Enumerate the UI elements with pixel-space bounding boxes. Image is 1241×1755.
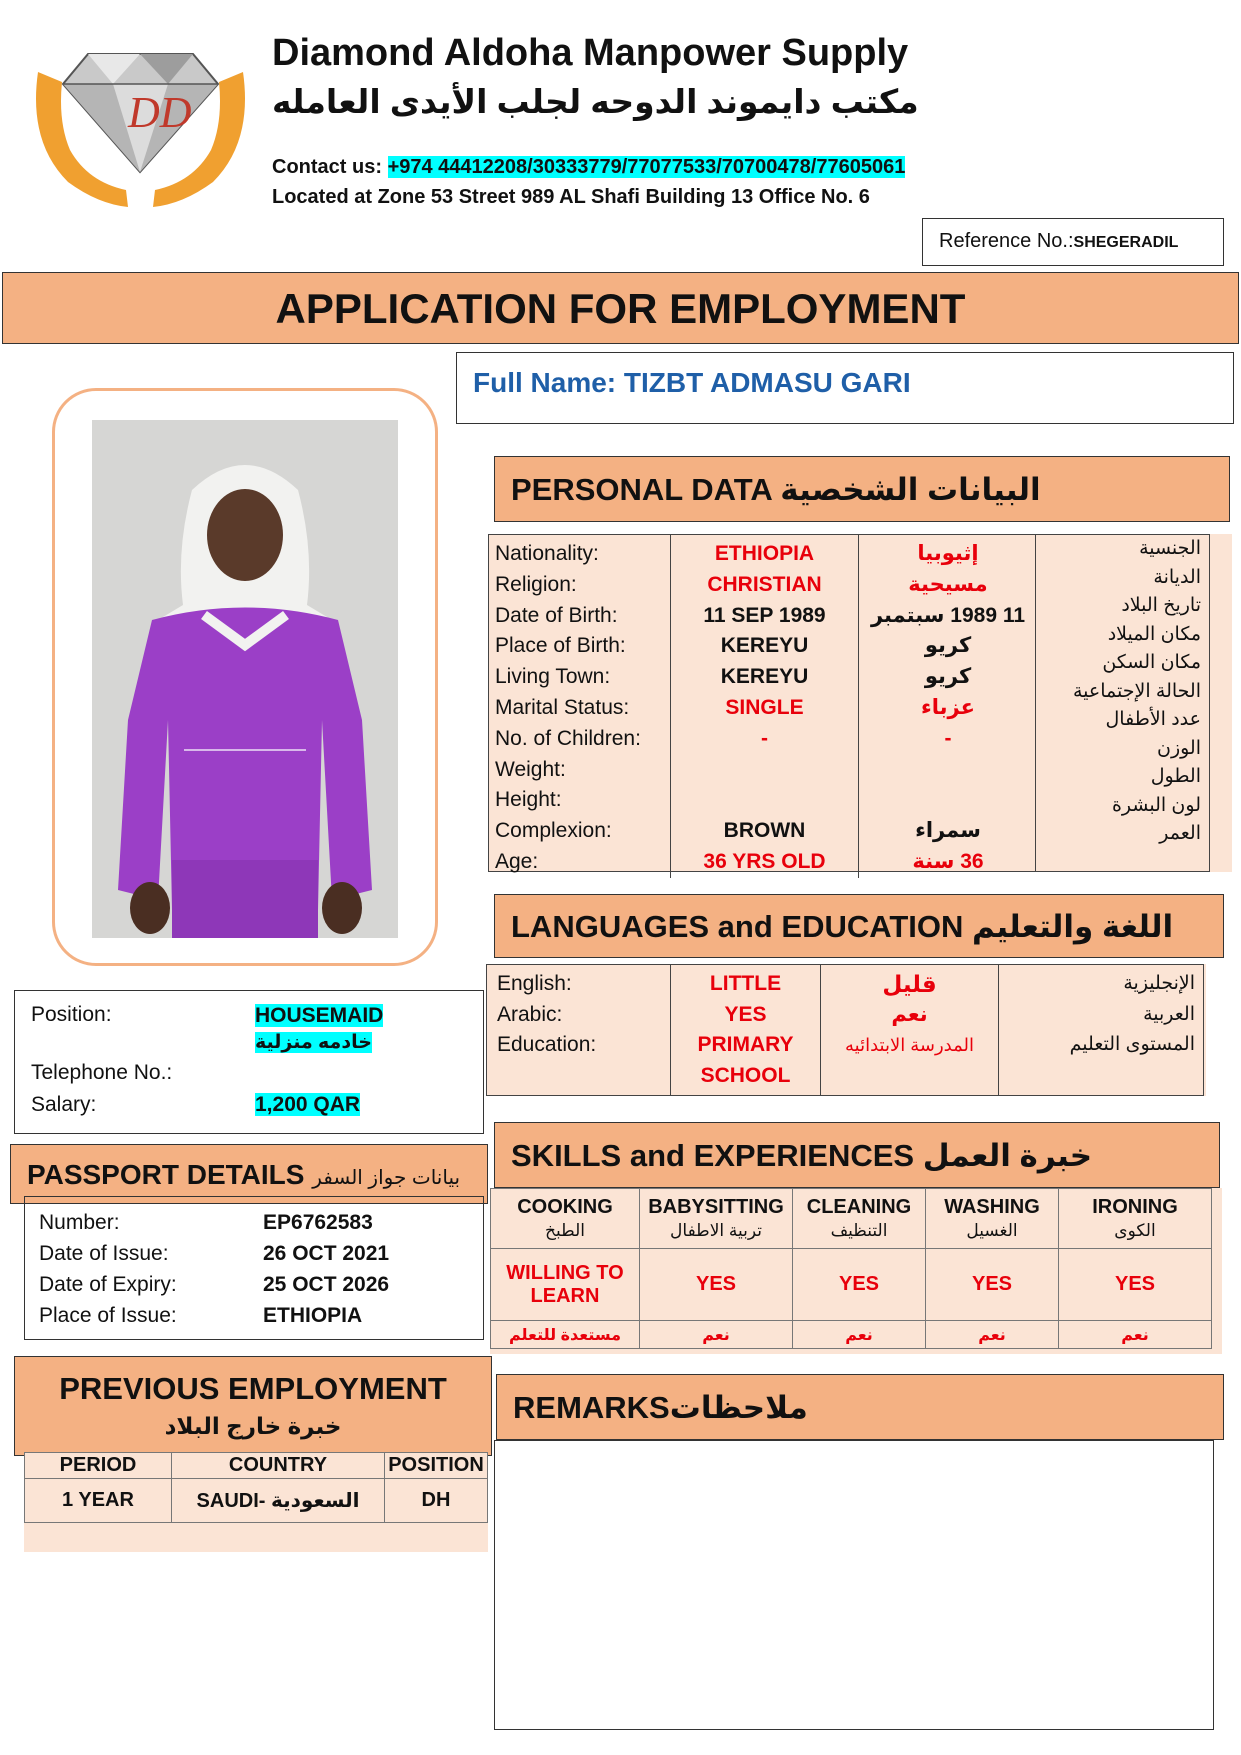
value-living-town: KEREYU: [720, 665, 809, 689]
value-height: [671, 785, 858, 816]
logo-letters: DD: [128, 88, 192, 137]
remarks-header-en: REMARKS: [513, 1390, 670, 1425]
position-value: HOUSEMAID: [255, 1004, 384, 1027]
previous-row: [25, 1479, 488, 1523]
value-ar-children: -: [944, 726, 952, 750]
skill-cleaning: [793, 1189, 926, 1249]
value-arabic: YES: [724, 1002, 767, 1026]
label-ar-marital: الحالة الإجتماعية: [1073, 680, 1201, 702]
skill-babysitting-ar: تربية الاطفال: [670, 1220, 762, 1240]
contact-phones: +974 44412208/30333779/77077533/70700478/77605061: [387, 156, 906, 178]
telephone-label: Telephone No.:: [31, 1061, 173, 1084]
company-location: Located at Zone 53 Street 989 AL Shafi Building 13 Office No. 6: [272, 186, 870, 208]
personal-data-table: [488, 534, 1036, 872]
contact-line: [272, 156, 905, 179]
value-pob: KEREYU: [720, 634, 809, 658]
skill-cooking: [491, 1189, 640, 1249]
label-ar-pob: مكان الميلاد: [1107, 623, 1201, 645]
passport-issue-value: 26 OCT 2021: [263, 1242, 390, 1265]
application-title: APPLICATION FOR EMPLOYMENT: [2, 272, 1239, 344]
skill-cleaning-value-ar: نعم: [793, 1321, 926, 1349]
label-ar-complexion: لون البشرة: [1111, 794, 1201, 816]
prev-period: 1 YEAR: [25, 1479, 172, 1523]
position-value-ar: خادمه منزلية: [255, 1032, 372, 1053]
personal-data-header: [494, 456, 1230, 522]
value-ar-marital: عزباء: [921, 695, 975, 719]
skill-ironing: [1059, 1189, 1212, 1249]
value-ar-weight: [859, 755, 1037, 786]
label-ar-children: عدد الأطفال: [1105, 709, 1201, 730]
salary-value: 1,200 QAR: [255, 1093, 361, 1116]
label-religion: Religion:: [495, 572, 577, 596]
position-label: Position:: [31, 1003, 112, 1026]
col-country: COUNTRY: [172, 1453, 385, 1479]
passport-header-ar: بيانات جواز السفر: [312, 1167, 461, 1189]
skill-washing-en: WASHING: [944, 1195, 1040, 1218]
reference-label: Reference No.:: [939, 230, 1074, 252]
passport-number-label: Number:: [39, 1211, 120, 1234]
skill-ironing-value: YES: [1059, 1249, 1212, 1321]
passport-header-en: PASSPORT DETAILS: [27, 1159, 305, 1190]
skill-cleaning-en: CLEANING: [806, 1195, 912, 1218]
value-ar-arabic: نعم: [891, 1002, 928, 1026]
previous-employment-table-wrap: [24, 1452, 488, 1552]
label-living-town: Living Town:: [495, 665, 611, 689]
skill-ironing-value-ar: نعم: [1059, 1321, 1212, 1349]
remarks-header: [496, 1374, 1224, 1440]
company-name-en: Diamond Aldoha Manpower Supply: [272, 32, 909, 74]
skill-cleaning-ar: التنظيف: [830, 1220, 888, 1240]
label-nationality: Nationality:: [495, 542, 599, 565]
label-weight: Weight:: [495, 757, 566, 781]
skills-table: [490, 1188, 1212, 1349]
applicant-photo: [92, 420, 398, 938]
passport-issue-label: Date of Issue:: [39, 1242, 169, 1265]
value-ar-complexion: سمراء: [915, 819, 981, 843]
label-english: English:: [497, 972, 572, 995]
skills-value-ar-row: [491, 1321, 1212, 1349]
label-children: No. of Children:: [495, 726, 641, 750]
value-ar-religion: مسيحية: [908, 572, 988, 596]
skills-header: [494, 1122, 1220, 1188]
label-pob: Place of Birth:: [495, 634, 626, 658]
prev-country: SAUDI- السعودية: [172, 1479, 385, 1523]
skill-babysitting-value: YES: [640, 1249, 793, 1321]
full-name-value: TIZBT ADMASU GARI: [623, 367, 911, 398]
remarks-box: [494, 1440, 1214, 1730]
previous-employment-table: [24, 1452, 488, 1523]
languages-table: [486, 964, 1204, 1096]
contact-label: Contact us:: [272, 156, 382, 178]
label-arabic: Arabic:: [497, 1002, 563, 1026]
label-complexion: Complexion:: [495, 819, 612, 843]
previous-employment-header: [14, 1356, 492, 1456]
value-ar-nationality: إثيوبيا: [917, 542, 979, 565]
personal-header-ar: البيانات الشخصية: [780, 472, 1041, 507]
skill-cooking-ar: الطبخ: [545, 1220, 585, 1240]
label-age: Age:: [495, 849, 539, 873]
personal-labels-en: [489, 535, 671, 878]
value-dob: 11 SEP 1989: [703, 603, 826, 627]
lang-values-en: [671, 965, 821, 1095]
skill-babysitting-en: BABYSITTING: [648, 1195, 784, 1218]
remarks-header-ar: ملاحظات: [669, 1390, 808, 1425]
label-ar-religion: الديانة: [1153, 566, 1201, 588]
languages-header: [494, 894, 1224, 958]
lang-labels-ar: [999, 965, 1205, 1095]
skill-washing-value: YES: [926, 1249, 1059, 1321]
value-ar-height: [859, 785, 1037, 816]
personal-values-en: [671, 535, 859, 878]
label-height: Height:: [495, 788, 562, 812]
label-ar-living-town: مكان السكن: [1102, 652, 1201, 673]
skill-cooking-value-ar: مستعدة للتعلم: [491, 1321, 640, 1349]
salary-value-wrap: [255, 1093, 360, 1117]
lang-values-ar: [821, 965, 999, 1095]
value-children: -: [761, 726, 768, 750]
personal-labels-ar: [1036, 534, 1210, 872]
value-education-2: SCHOOL: [700, 1063, 791, 1087]
value-english: LITTLE: [709, 972, 782, 995]
reference-value: SHEGERADIL: [1073, 234, 1179, 251]
skills-header-en: SKILLS and EXPERIENCES: [511, 1138, 915, 1173]
skills-header-ar: خبرة العمل: [922, 1138, 1093, 1173]
value-ar-age: 36 سنة: [912, 849, 984, 873]
label-ar-age: العمر: [1159, 823, 1201, 844]
salary-label: Salary:: [31, 1093, 97, 1116]
value-nationality: ETHIOPIA: [714, 542, 815, 565]
passport-number-value: EP6762583: [263, 1211, 373, 1234]
skill-washing-ar: الغسيل: [966, 1220, 1018, 1240]
passport-place-value: ETHIOPIA: [263, 1304, 363, 1327]
value-ar-english: قليل: [882, 971, 937, 997]
reference-box: [922, 218, 1224, 266]
previous-header-row: [25, 1453, 488, 1479]
value-religion: CHRISTIAN: [707, 572, 822, 596]
lang-labels-en: [487, 965, 671, 1095]
value-ar-dob: 11 1989 سبتمبر: [870, 603, 1026, 627]
value-education: PRIMARY: [697, 1033, 794, 1056]
skill-washing-value-ar: نعم: [926, 1321, 1059, 1349]
label-marital: Marital Status:: [495, 695, 630, 719]
skill-ironing-en: IRONING: [1092, 1195, 1178, 1218]
value-complexion: BROWN: [723, 819, 806, 843]
value-weight: [671, 755, 858, 786]
label-ar-education: المستوى التعليم: [1069, 1034, 1195, 1055]
skills-table-wrap: [490, 1188, 1222, 1354]
skill-babysitting-value-ar: نعم: [640, 1321, 793, 1349]
position-value-block: [255, 1003, 383, 1056]
skill-cooking-en: COOKING: [517, 1195, 613, 1218]
previous-header-ar: خبرة خارج البلاد: [164, 1413, 342, 1439]
passport-header: [10, 1144, 488, 1204]
label-ar-dob: تاريخ البلاد: [1121, 595, 1201, 616]
label-ar-arabic: العربية: [1143, 1003, 1195, 1025]
passport-place-label: Place of Issue:: [39, 1304, 177, 1327]
skills-value-row: [491, 1249, 1212, 1321]
label-ar-height: الطول: [1150, 766, 1201, 787]
personal-values-ar: [859, 535, 1037, 878]
languages-header-ar: اللغة والتعليم: [972, 909, 1174, 944]
value-age: 36 YRS OLD: [703, 849, 826, 873]
value-ar-living-town: كريو: [924, 665, 972, 689]
col-period: PERIOD: [25, 1453, 172, 1479]
prev-position: DH: [385, 1479, 488, 1523]
previous-header-en: PREVIOUS EMPLOYMENT: [59, 1371, 447, 1406]
company-name-ar: مكتب دايموند الدوحه لجلب الأيدى العامله: [272, 83, 919, 120]
skill-cleaning-value: YES: [793, 1249, 926, 1321]
languages-header-en: LANGUAGES and EDUCATION: [511, 909, 964, 944]
label-ar-weight: الوزن: [1156, 737, 1201, 759]
full-name-label: Full Name:: [473, 367, 617, 398]
label-ar-nationality: الجنسية: [1139, 538, 1201, 559]
value-ar-education: المدرسة الابتدائيه: [844, 1035, 974, 1055]
label-ar-english: الإنجليزية: [1123, 973, 1195, 994]
skill-ironing-ar: الكوى: [1114, 1220, 1156, 1240]
value-marital: SINGLE: [725, 695, 804, 719]
personal-header-en: PERSONAL DATA: [511, 472, 772, 507]
passport-expiry-value: 25 OCT 2026: [263, 1273, 390, 1296]
skills-name-row: [491, 1189, 1212, 1249]
label-education: Education:: [497, 1033, 597, 1056]
skill-cooking-value: WILLING TO LEARN: [491, 1249, 640, 1321]
passport-expiry-label: Date of Expiry:: [39, 1273, 177, 1296]
label-dob: Date of Birth:: [495, 603, 618, 627]
company-logo: [28, 32, 253, 212]
skill-babysitting: [640, 1189, 793, 1249]
passport-box: [24, 1196, 484, 1340]
skill-washing: [926, 1189, 1059, 1249]
value-ar-pob: كريو: [924, 634, 972, 658]
full-name-box: [456, 352, 1234, 424]
position-box: [14, 990, 484, 1134]
col-position: POSITION: [385, 1453, 488, 1479]
